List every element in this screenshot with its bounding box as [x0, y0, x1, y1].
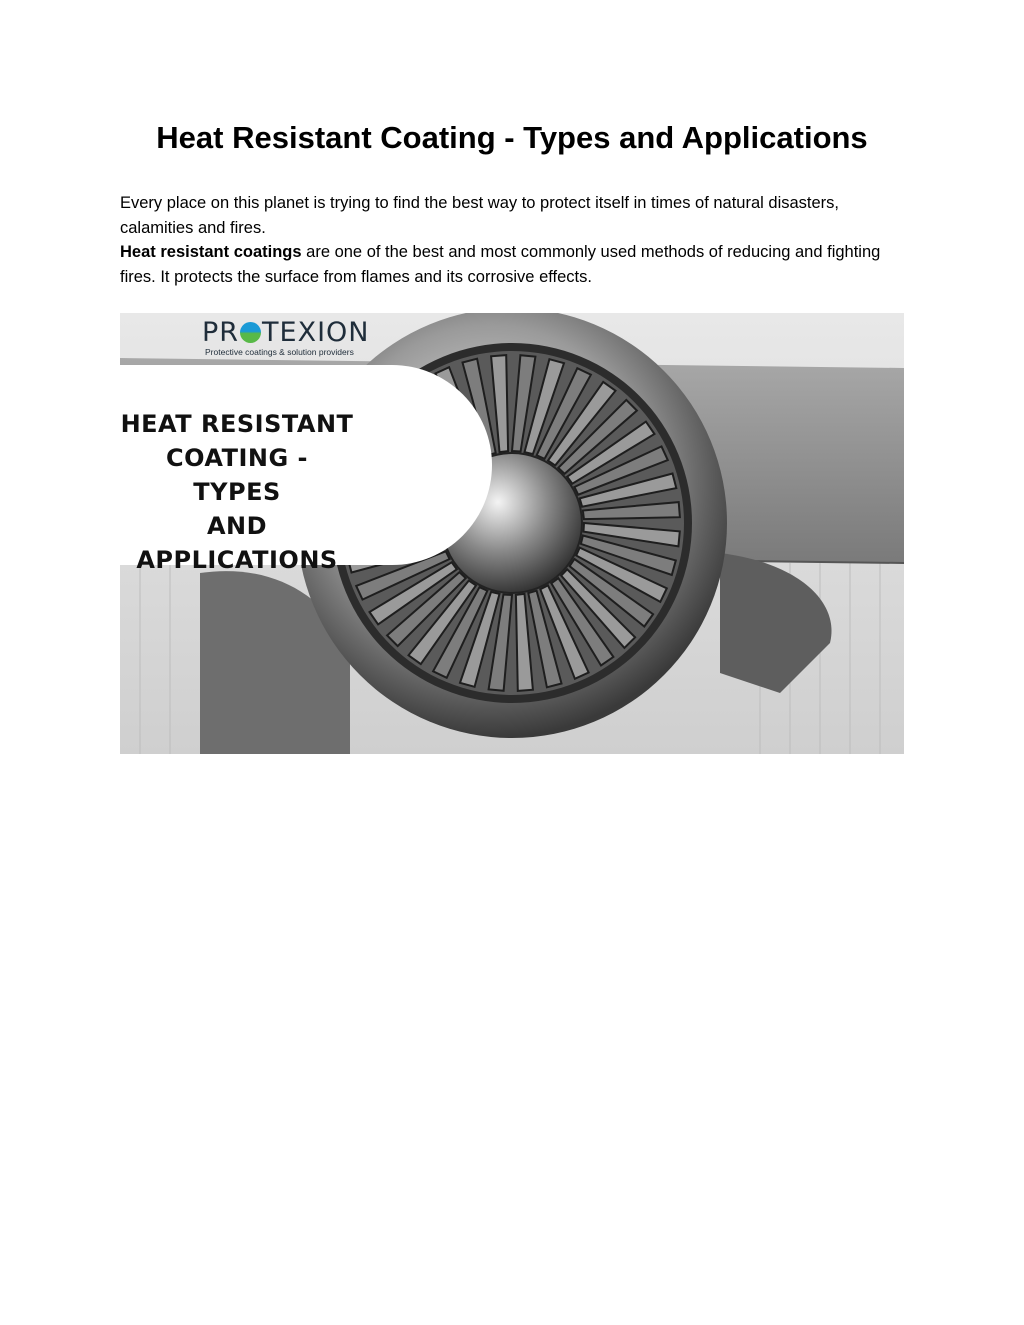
intro-paragraph: Every place on this planet is trying to find the best way to protect itself in times of natural disasters, calamities and fires.: [120, 194, 840, 237]
overlay-line: HEAT RESISTANT: [120, 410, 354, 438]
overlay-line: APPLICATIONS: [136, 546, 338, 574]
bold-term: Heat resistant coatings: [120, 243, 302, 261]
coatings-paragraph-text: are one of the best and most commonly used methods of reducing and fighting fires. It protects the surface from flames and its corrosive effects.: [120, 243, 881, 286]
logo-tagline: Protective coatings & solution providers: [205, 347, 354, 357]
overlay-line: AND: [206, 512, 268, 540]
protexion-logo: [202, 319, 402, 361]
article-body: [120, 191, 910, 289]
coatings-paragraph: [120, 240, 910, 289]
hero-image: [120, 313, 904, 754]
overlay-title: [120, 407, 354, 577]
overlay-line: COATING - TYPES: [166, 444, 308, 506]
page-title: Heat Resistant Coating - Types and Applications: [156, 120, 868, 155]
logo-wordmark: [202, 317, 370, 348]
globe-icon: [240, 322, 261, 343]
logo-text-part2: TEXION: [262, 317, 370, 348]
logo-text-part1: PR: [202, 317, 240, 348]
